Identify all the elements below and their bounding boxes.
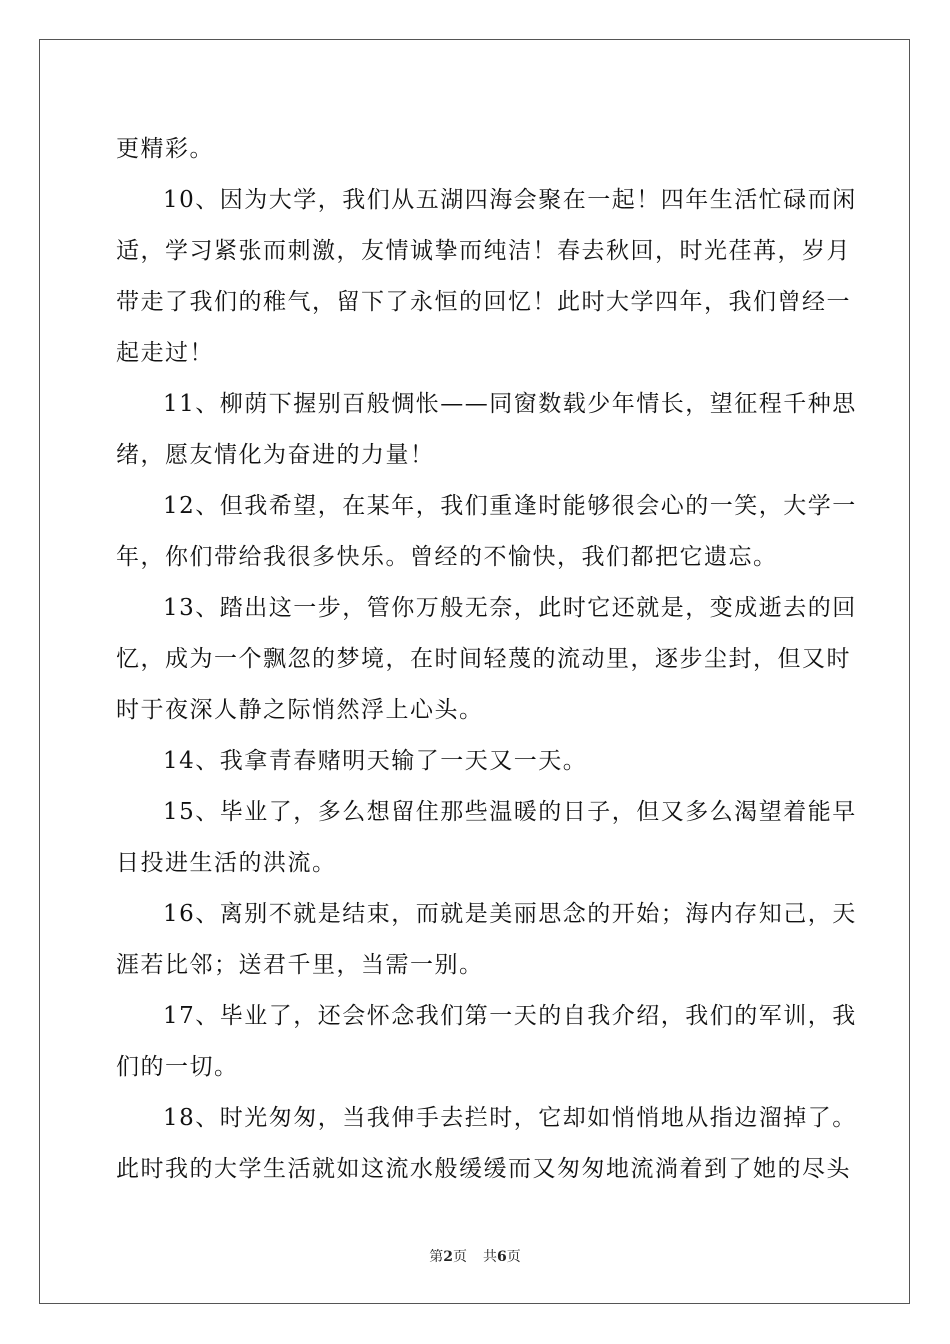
- text-line: 起走过！: [116, 340, 214, 366]
- text-line: 14、我拿青春赌明天输了一天又一天。: [163, 748, 588, 774]
- text-line: 16、离别不就是结束，而就是美丽思念的开始；海内存知己，天: [163, 901, 857, 927]
- text-line: 带走了我们的稚气，留下了永恒的回忆！此时大学四年，我们曾经一: [116, 289, 851, 315]
- total-suffix: 页: [506, 1249, 521, 1265]
- page-footer: [0, 1246, 950, 1266]
- text-line: 日投进生活的洪流。: [116, 850, 337, 876]
- text-line: 10、因为大学，我们从五湖四海会聚在一起！四年生活忙碌而闲: [163, 187, 857, 213]
- text-line: 17、毕业了，还会怀念我们第一天的自我介绍，我们的军训，我: [163, 1003, 857, 1029]
- text-line: 此时我的大学生活就如这流水般缓缓而又匆匆地流淌着到了她的尽头: [116, 1156, 851, 1182]
- text-line: 18、时光匆匆，当我伸手去拦时，它却如悄悄地从指边溜掉了。: [163, 1105, 857, 1131]
- text-line: 15、毕业了，多么想留住那些温暖的日子，但又多么渴望着能早: [163, 799, 857, 825]
- text-line: 绪，愿友情化为奋进的力量！: [116, 442, 435, 468]
- document-body: [116, 124, 857, 1195]
- text-line: 更精彩。: [116, 136, 214, 162]
- page-number: 2: [443, 1249, 453, 1265]
- text-line: 忆，成为一个飘忽的梦境，在时间轻蔑的流动里，逐步尘封，但又时: [116, 646, 851, 672]
- text-line: 适，学习紧张而刺激，友情诚挚而纯洁！春去秋回，时光荏苒，岁月: [116, 238, 851, 264]
- text-line: 时于夜深人静之际悄然浮上心头。: [116, 697, 484, 723]
- total-prefix: 共: [483, 1249, 497, 1265]
- text-line: 11、柳荫下握别百般惆怅——同窗数载少年情长，望征程千种思: [163, 391, 857, 417]
- text-line: 们的一切。: [116, 1054, 239, 1080]
- total-pages: 6: [497, 1249, 507, 1265]
- text-line: 12、但我希望，在某年，我们重逢时能够很会心的一笑，大学一: [163, 493, 857, 519]
- page-prefix: 第: [429, 1249, 444, 1265]
- text-line: 13、踏出这一步，管你万般无奈，此时它还就是，变成逝去的回: [163, 595, 857, 621]
- text-line: 涯若比邻；送君千里，当需一别。: [116, 952, 484, 978]
- text-line: 年，你们带给我很多快乐。曾经的不愉快，我们都把它遗忘。: [116, 544, 778, 570]
- page-suffix: 页: [453, 1249, 467, 1265]
